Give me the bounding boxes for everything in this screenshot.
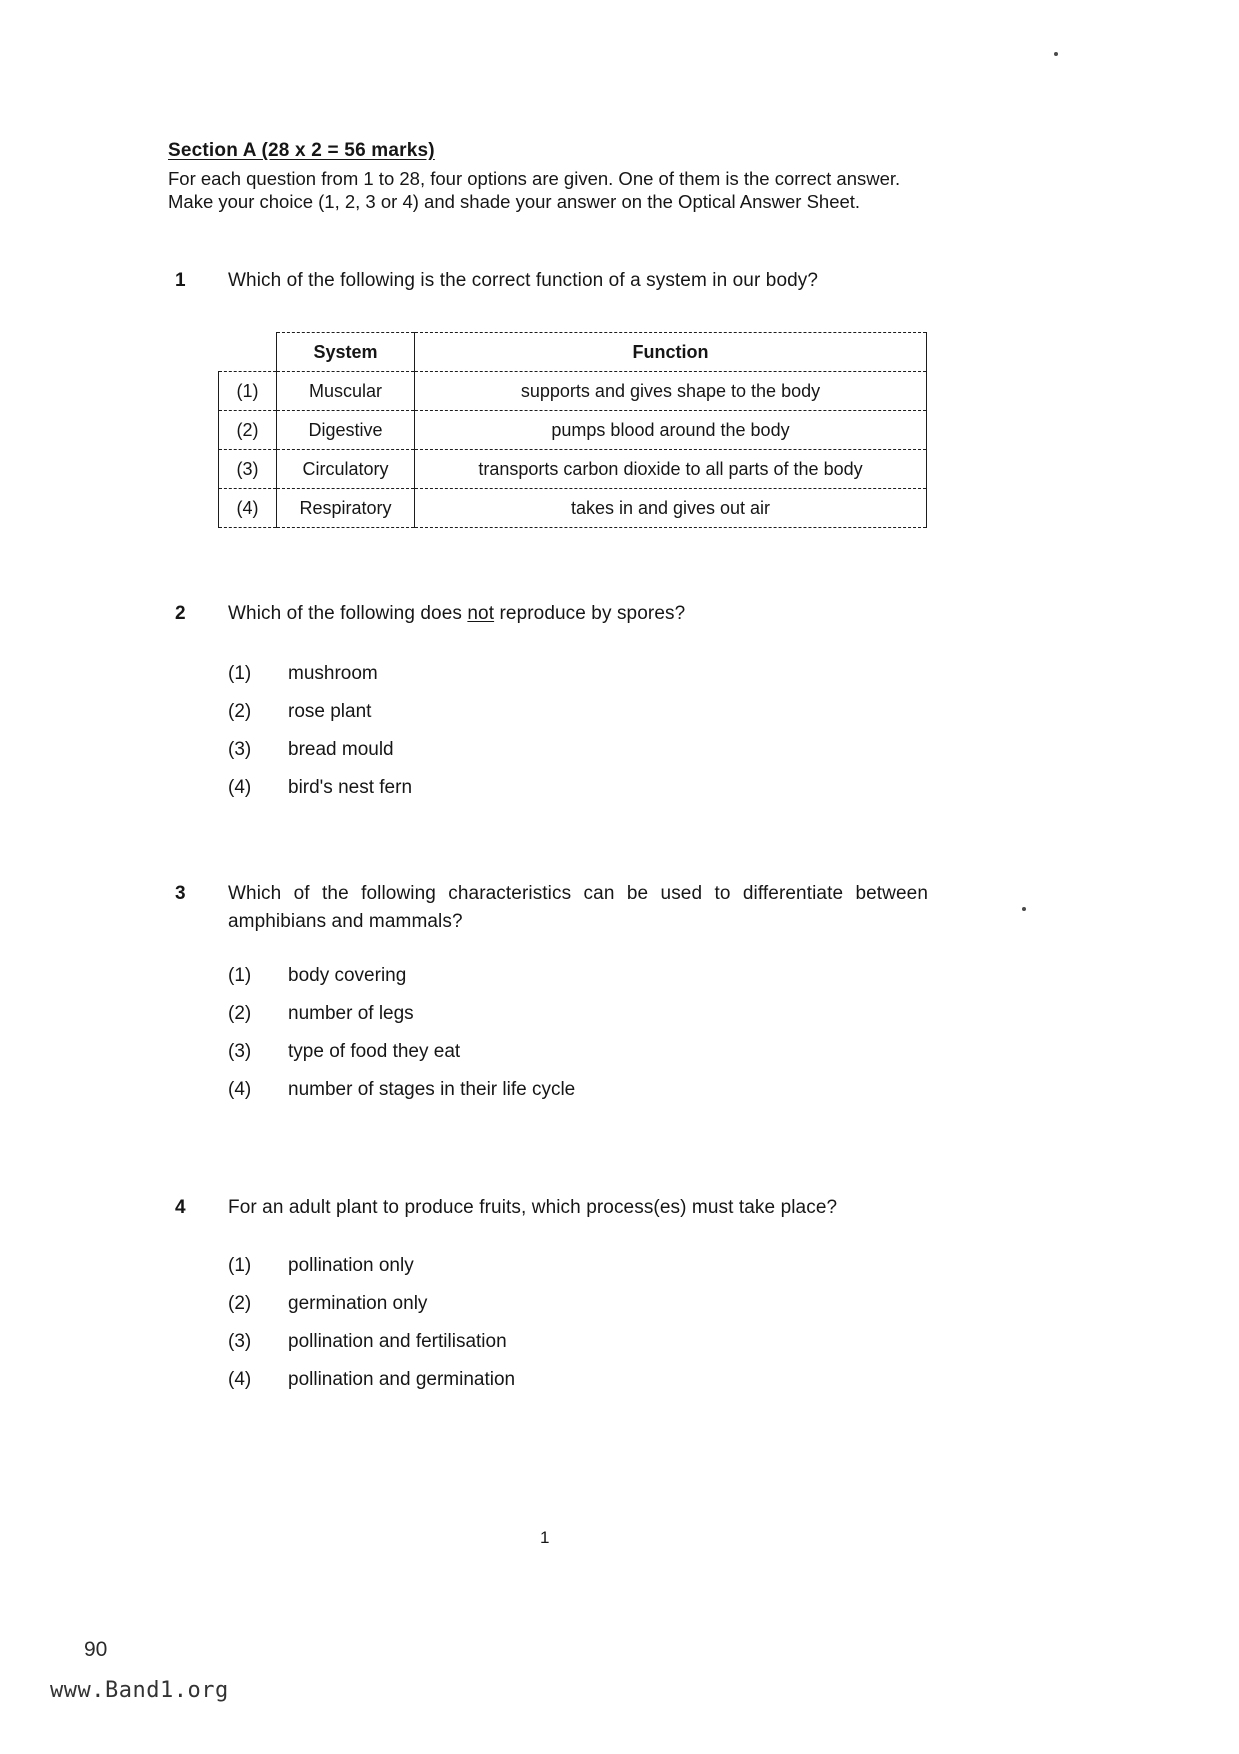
question-1-number: 1 <box>175 270 186 291</box>
option-text: body covering <box>288 965 407 986</box>
question-1-text: Which of the following is the correct function of a system in our body? <box>228 270 819 291</box>
option-row <box>228 739 685 761</box>
option-row <box>228 1331 837 1353</box>
option-label: (1) <box>228 1255 252 1276</box>
option-label: (1) <box>228 663 252 684</box>
footer-number: 90 <box>84 1638 108 1661</box>
table-option-label: (1) <box>219 372 277 411</box>
option-text: rose plant <box>288 701 372 722</box>
option-text: number of stages in their life cycle <box>288 1079 576 1100</box>
option-text: number of legs <box>288 1003 414 1024</box>
table-function-cell: pumps blood around the body <box>415 411 927 450</box>
table-header-row <box>219 333 927 372</box>
option-row <box>228 1293 837 1315</box>
option-row <box>228 1003 928 1025</box>
question-2 <box>175 603 685 799</box>
question-4-number: 4 <box>175 1197 186 1218</box>
instruction-line-2: Make your choice (1, 2, 3 or 4) and shade your answer on the Optical Answer Sheet. <box>168 191 861 212</box>
option-text: pollination only <box>288 1255 414 1276</box>
option-row <box>228 965 928 987</box>
page-number: 1 <box>540 1528 550 1547</box>
instruction-line-1: For each question from 1 to 28, four options are given. One of them is the correct answer. <box>168 168 901 189</box>
option-row <box>228 1255 837 1277</box>
option-label: (2) <box>228 1003 252 1024</box>
table-corner-blank <box>219 333 277 372</box>
table-function-cell: takes in and gives out air <box>415 489 927 528</box>
option-text: bread mould <box>288 739 394 760</box>
section-title: Section A (28 x 2 = 56 marks) <box>168 140 435 161</box>
question-2-text: Which of the following does not reproduce by spores? <box>228 603 686 624</box>
option-row <box>228 777 685 799</box>
table-system-cell: Circulatory <box>277 450 415 489</box>
option-label: (2) <box>228 701 252 722</box>
scan-speck <box>1054 52 1058 56</box>
footer-url: www.Band1.org <box>50 1678 229 1703</box>
section-header <box>168 140 988 213</box>
option-text: mushroom <box>288 663 378 684</box>
table-row <box>219 372 927 411</box>
option-text: bird's nest fern <box>288 777 413 798</box>
option-label: (1) <box>228 965 252 986</box>
option-label: (3) <box>228 1041 252 1062</box>
table-row <box>219 489 927 528</box>
option-label: (3) <box>228 1331 252 1352</box>
question-3 <box>175 883 928 1101</box>
option-text: pollination and germination <box>288 1369 516 1390</box>
table-function-cell: supports and gives shape to the body <box>415 372 927 411</box>
scan-speck <box>1022 907 1026 911</box>
option-row <box>228 701 685 723</box>
option-label: (4) <box>228 777 252 798</box>
table-option-label: (3) <box>219 450 277 489</box>
option-row <box>228 1079 928 1101</box>
question-2-number: 2 <box>175 603 186 624</box>
table-row <box>219 411 927 450</box>
table-row <box>219 450 927 489</box>
question-4-text: For an adult plant to produce fruits, which process(es) must take place? <box>228 1197 838 1218</box>
underlined-word: not <box>467 603 495 624</box>
question-3-number: 3 <box>175 883 186 904</box>
table-header-system: System <box>277 333 415 372</box>
table-function-cell: transports carbon dioxide to all parts of the body <box>415 450 927 489</box>
table-header-function: Function <box>415 333 927 372</box>
question-1 <box>175 270 818 292</box>
table-option-label: (2) <box>219 411 277 450</box>
table-option-label: (4) <box>219 489 277 528</box>
question-3-text: Which of the following characteristics can be used to differentiate between amphibians and mammals? <box>228 883 928 932</box>
table-system-cell: Digestive <box>277 411 415 450</box>
question-1-table <box>218 332 927 528</box>
table-system-cell: Muscular <box>277 372 415 411</box>
option-label: (3) <box>228 739 252 760</box>
option-label: (4) <box>228 1079 252 1100</box>
question-4 <box>175 1197 837 1391</box>
table-system-cell: Respiratory <box>277 489 415 528</box>
option-row <box>228 1369 837 1391</box>
option-text: pollination and fertilisation <box>288 1331 507 1352</box>
option-text: germination only <box>288 1293 428 1314</box>
option-label: (2) <box>228 1293 252 1314</box>
option-label: (4) <box>228 1369 252 1390</box>
option-text: type of food they eat <box>288 1041 461 1062</box>
option-row <box>228 1041 928 1063</box>
option-row <box>228 663 685 685</box>
